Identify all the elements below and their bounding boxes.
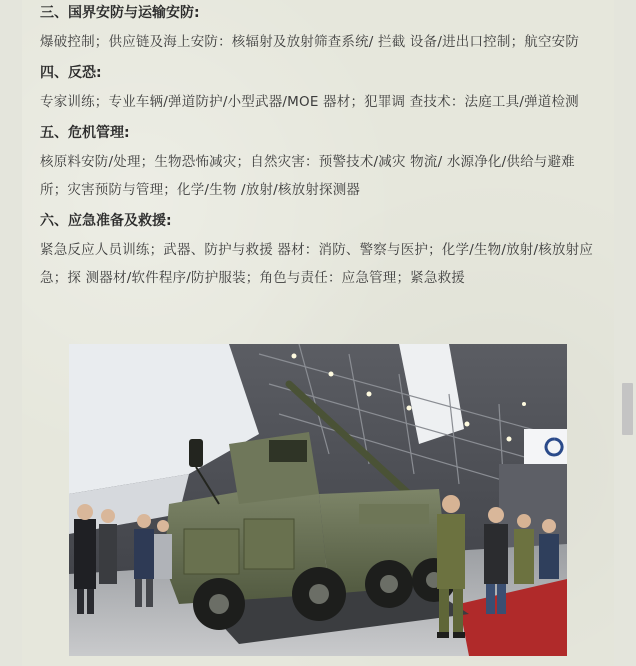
article-body <box>22 0 614 666</box>
article-text <box>40 0 600 298</box>
section-heading-crisis-management: 五、危机管理: <box>40 125 130 141</box>
page-margin-right <box>614 0 636 666</box>
section-heading-counter-terrorism: 四、反恐: <box>40 65 102 81</box>
section-body-counter-terrorism: 专家训练；专业车辆/弹道防护/小型武器/MOE 器材；犯罪调 查技术：法庭工具/弹道检测 <box>40 94 579 110</box>
artillery-truck-exhibition-photo-icon <box>69 344 567 656</box>
section-heading-emergency-preparedness: 六、应急准备及救援: <box>40 213 172 229</box>
section-body-border-security: 爆破控制；供应链及海上安防：核辐射及放射筛查系统/ 拦截 设备/进出口控制；航空安防 <box>40 34 580 50</box>
section-body-crisis-management: 核原料安防/处理；生物恐怖减灾；自然灾害：预警技术/减灾 物流/ 水源净化/供给与避难所；灾害预防与管理；化学/生物 /放射/核放射探测器 <box>40 154 575 198</box>
page-margin-left <box>0 0 22 666</box>
exhibition-photo[interactable] <box>69 344 567 656</box>
section-body-emergency-preparedness: 紧急反应人员训练；武器、防护与救援 器材：消防、警察与医护；化学/生物/放射/核放射应急；探 测器材/软件程序/防护服装；角色与责任：应急管理；紧急救援 <box>40 242 594 286</box>
scrollbar-thumb[interactable] <box>622 383 633 435</box>
section-heading-border-security: 三、国界安防与运输安防: <box>40 5 200 21</box>
